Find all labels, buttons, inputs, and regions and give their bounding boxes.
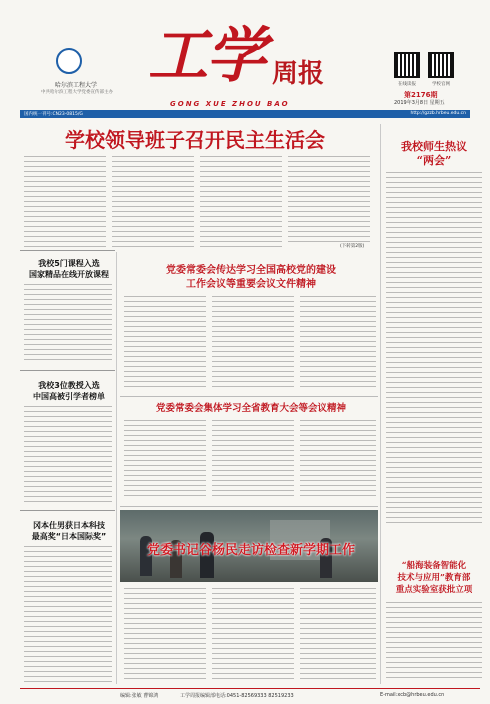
- article-2-title: 党委常委会集体学习全省教育大会等会议精神: [155, 403, 346, 414]
- left-headline-cited: 我校3位教授入选 中国高被引学者榜单: [33, 381, 105, 401]
- masthead: [0, 0, 490, 118]
- qr-code-online-icon: [394, 52, 420, 78]
- cn-code: 国内统一刊号:CN23-0815/G: [24, 112, 83, 117]
- left-headline-courses: 我校5门课程入选 国家精品在线开放课程: [29, 259, 109, 279]
- masthead-weekly: 周报: [272, 59, 325, 89]
- qr-label-online: 在线读报: [398, 82, 416, 87]
- continued-note: (下转第2版): [340, 244, 365, 249]
- main-headline: 学校领导班子召开民主生活会: [65, 128, 325, 152]
- footer-phone: 工学周报编辑部电话:0451-82569333 82519233: [180, 693, 294, 699]
- right-article-body: [386, 172, 482, 526]
- issue-number: 第2176期: [404, 91, 438, 99]
- school-emblem-icon: [56, 48, 82, 74]
- footer-editor: 编辑:张敏 曹锦鸿: [120, 693, 159, 699]
- lead-article-body: [24, 156, 106, 248]
- right-lab-body: [386, 602, 482, 682]
- qr-code-website-icon: [428, 52, 454, 78]
- article-3-title: 党委书记谷杨民走访检查新学期工作: [146, 543, 355, 558]
- masthead-banner: [20, 110, 470, 118]
- masthead-pinyin: GONG XUE ZHOU BAO: [170, 100, 290, 108]
- left-headline-japan-prize: 冈本仕男获日本科技 最高奖“日本国际奖”: [31, 521, 107, 541]
- qr-label-website: 学校官网: [432, 82, 450, 87]
- masthead-sponsor: 中共哈尔滨工程大学党委宣传部主办: [41, 90, 113, 95]
- right-headline-npc: 我校师生热议 “两会”: [401, 140, 467, 167]
- website-link[interactable]: http://gzzb.hrbeu.edu.cn: [410, 111, 466, 116]
- masthead-logo: 工学: [148, 21, 264, 91]
- article-1-title: 党委常委会传达学习全国高校党的建设 工作会议等重要会议文件精神: [166, 265, 336, 290]
- masthead-school-name: 哈尔滨工程大学: [54, 82, 97, 89]
- issue-date: 2019年3月8日 星期五: [394, 100, 445, 106]
- footer-email[interactable]: E-mail:xcb@hrbeu.edu.cn: [380, 692, 445, 698]
- right-headline-lab: “船海装备智能化 技术与应用”教育部 重点实验室获批立项: [395, 561, 473, 595]
